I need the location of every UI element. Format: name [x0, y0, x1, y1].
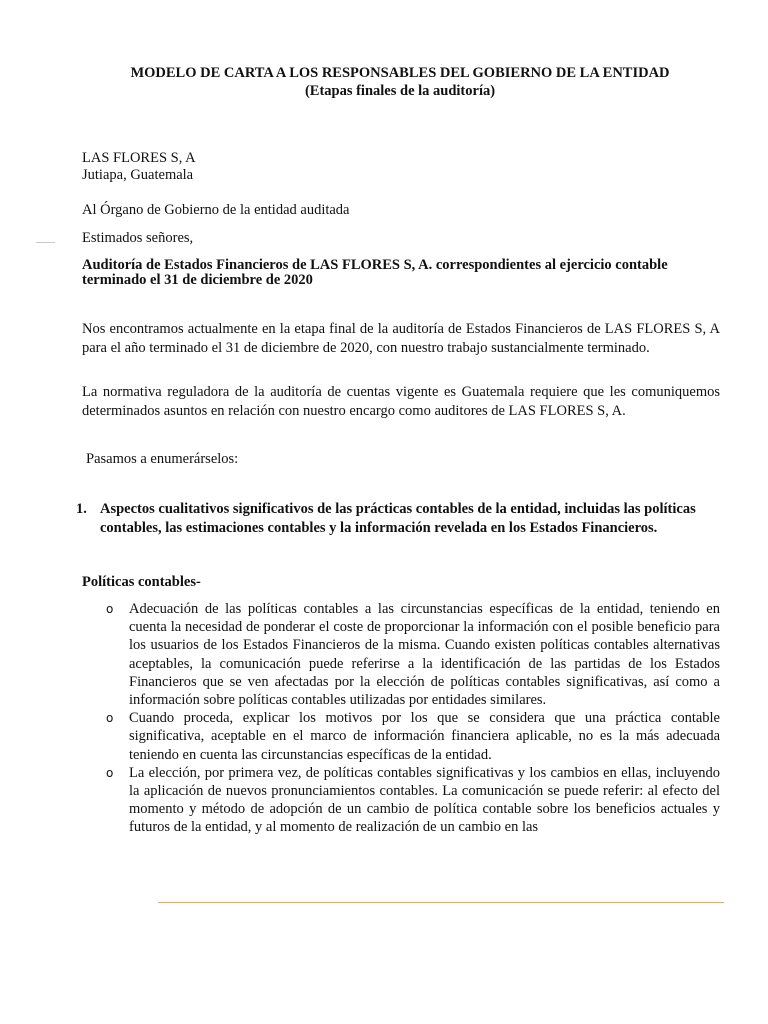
- greeting: Estimados señores,: [82, 230, 194, 246]
- section-1-number: 1.: [76, 501, 87, 517]
- list-item-text: Cuando proceda, explicar los motivos por los que se considera que una práctica contable significativa, aceptable en el marco de información financiera aplicable, no es la más adecuada teniendo en cuenta las circunstancias específicas de la entidad.: [129, 710, 720, 763]
- address-block: [82, 150, 720, 184]
- paragraph-intro: Nos encontramos actualmente en la etapa final de la auditoría de Estados Financieros de LAS FLORES S, A para el año terminado el 31 de diciembre de 2020, con nuestro trabajo sustancialmente terminado.: [82, 321, 720, 356]
- paragraph-regulation: La normativa reguladora de la auditoría de cuentas vigente es Guatemala requiere que les comuniquemos determinados asuntos en relación con nuestro encargo como auditores de LAS FLORES S, A.: [82, 384, 720, 419]
- bullet-circle-icon: o: [106, 765, 114, 780]
- address-company: LAS FLORES S, A: [82, 150, 196, 166]
- list-item: [106, 709, 720, 764]
- footer-divider: [158, 902, 724, 903]
- section-1-text: Aspectos cualitativos significativos de las prácticas contables de la entidad, incluidas las políticas contables, las estimaciones contables y la información revelada en los Estados Financieros.: [100, 501, 696, 536]
- document-title-block: [110, 64, 690, 100]
- list-item: [106, 600, 720, 709]
- document-subtitle: (Etapas finales de la auditoría): [304, 83, 496, 99]
- list-item-text: Adecuación de las políticas contables a las circunstancias específicas de la entidad, teniendo en cuenta la necesidad de ponderar el coste de proporcionar la información con el posible beneficio para los usuarios de los Estados Financieros de la misma. Cuando existen políticas contables alternativas aceptables, la comunicación puede referirse a la identificación de las partidas de los Estados Financieros que se ven afectadas por la elección de políticas contables significativas, así como a información sobre políticas contables utilizadas por entidades similares.: [129, 601, 720, 709]
- policies-list: [106, 600, 720, 837]
- letter-subject: Auditoría de Estados Financieros de LAS FLORES S, A. correspondientes al ejercicio contable terminado el 31 de diciembre de 2020: [82, 257, 668, 288]
- address-city: Jutiapa, Guatemala: [82, 167, 194, 183]
- bullet-circle-icon: o: [106, 711, 114, 726]
- section-1-heading: [76, 500, 726, 538]
- list-item-text: La elección, por primera vez, de políticas contables significativas y los cambios en ellas, incluyendo la aplicación de nuevos pronunciamientos contables. La comunicación se puede referir: al efecto del momento y método de adopción de un cambio de política contable sobre los beneficios actuales y futuros de la entidad, y al momento de realización de un cambio en las: [129, 764, 720, 836]
- policies-heading: Políticas contables-: [82, 574, 201, 590]
- paragraph-enumerate: Pasamos a enumerárselos:: [86, 451, 239, 467]
- document-title: MODELO DE CARTA A LOS RESPONSABLES DEL GOBIERNO DE LA ENTIDAD: [130, 65, 670, 81]
- margin-dash: [36, 242, 55, 243]
- bullet-circle-icon: o: [106, 602, 114, 616]
- salutation-line: Al Órgano de Gobierno de la entidad auditada: [82, 202, 350, 218]
- list-item: [106, 764, 720, 837]
